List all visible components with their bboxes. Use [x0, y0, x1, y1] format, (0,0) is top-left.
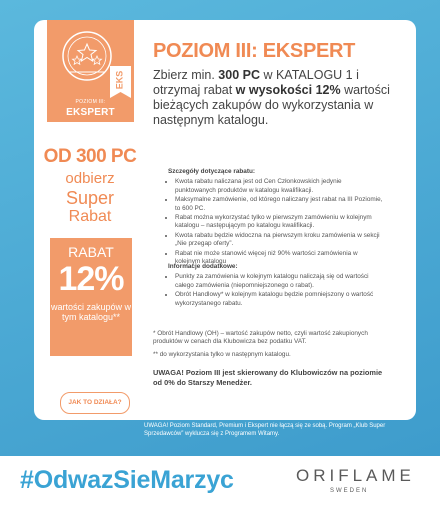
details-heading: Szczegóły dotyczące rabatu:	[168, 168, 256, 175]
info-heading: Informacje dodatkowe:	[168, 263, 238, 270]
list-item: • Rabat nie może stanowić więcej niż 90% wartości zamówienia w kolejnym katalogu	[175, 250, 383, 267]
discount-value: 12%	[58, 260, 124, 298]
offer-line-3: Super	[65, 188, 115, 208]
footnote: ** do wykorzystania tylko w następnym katalogu.	[153, 350, 291, 358]
lead-bold: w wysokości 12%	[235, 83, 341, 97]
brand-subtitle: SWEDEN	[330, 488, 369, 494]
badge-level-name: EKSPERT	[66, 107, 115, 118]
list-item: • Kwota rabatu naliczana jest od Cen Członkowskich jedynie punktowanych produktów w katalogu kwalifikacji.	[175, 178, 383, 195]
additional-info	[168, 263, 383, 309]
left-column	[34, 20, 146, 416]
brand-logo: ORIFLAME	[296, 466, 415, 485]
offer-line-4: Rabat	[68, 208, 112, 225]
discount-description: wartości zakupów w tym katalogu**	[50, 302, 132, 322]
page-title: POZIOM III: EKSPERT	[153, 40, 356, 62]
ribbon-label: EKS	[114, 70, 125, 90]
eligibility-warning: UWAGA! Poziom III jest skierowany do Klubowiczów na poziomie od 0% do Starszy Menedżer.	[153, 368, 383, 387]
campaign-hashtag: #OdwazSieMarzyc	[20, 466, 234, 494]
footnotes	[153, 330, 393, 363]
lead-part: wartości bieżących zakupów do wykorzystania w następnym katalogu.	[153, 83, 390, 127]
offer-line-2: odbierz	[65, 170, 115, 187]
discount-label: RABAT	[68, 244, 114, 260]
level-badge	[47, 20, 134, 122]
lead-text	[153, 68, 403, 128]
offer-threshold: OD 300 PC	[43, 146, 137, 167]
program-note: UWAGA! Poziom Standard, Premium i Ekspert nie łączą się ze sobą. Program „Klub Super Sprzedawców” wyklucza się z Programem Witamy.	[144, 423, 386, 437]
list-item: • Kwota rabatu będzie widoczna na pierwszym kroku zamówienia w sekcji „Nie przegap oferty”.	[175, 232, 383, 249]
how-it-works-button[interactable]: JAK TO DZIAŁA?	[60, 392, 130, 414]
lead-part: w KATALOGU 1 i otrzymaj rabat	[153, 68, 359, 97]
list-item: • Maksymalne zamówienie, od którego naliczany jest rabat na III Poziomie, to 600 PC.	[175, 196, 383, 213]
footnote: * Obrót Handlowy (OH) – wartość zakupów netto, czyli wartość zakupionych produktów w cenach dla Klubowicza bez podatku VAT.	[153, 330, 368, 346]
discount-box	[50, 238, 132, 356]
list-item: • Rabat można wykorzystać tylko w pierwszym zamówieniu w kolejnym katalogu – następującym po katalogu kwalifikacji.	[175, 214, 383, 231]
discount-details	[168, 168, 383, 267]
list-item: • Obrót Handlowy* w kolejnym katalogu będzie pomniejszony o wartość wykorzystanego rabatu.	[175, 291, 383, 308]
badge-level-label: POZIOM III:	[75, 99, 106, 105]
list-item: • Punkty za zamówienia w kolejnym katalogu naliczają się od wartości całego zamówienia (niepomniejszonego o rabat).	[175, 273, 383, 290]
lead-part: Zbierz min.	[153, 68, 219, 82]
lead-bold: 300 PC	[218, 68, 260, 82]
